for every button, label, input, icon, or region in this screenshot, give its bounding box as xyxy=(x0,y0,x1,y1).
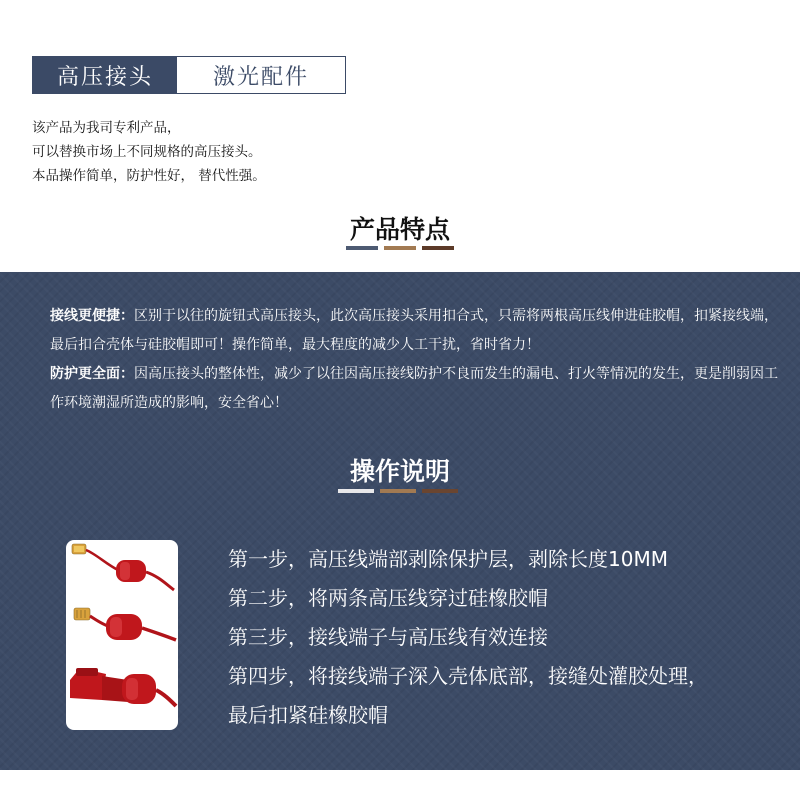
step-item: 第一步，高压线端部剥除保护层，剥除长度10MM xyxy=(228,547,668,571)
features-text xyxy=(50,302,780,418)
underline-bar xyxy=(384,246,416,250)
title-tag xyxy=(32,56,346,94)
connector-step-2 xyxy=(74,608,176,640)
feature-item xyxy=(50,360,780,418)
connector-step-3 xyxy=(70,668,176,706)
operation-heading: 操作说明 xyxy=(349,457,450,486)
operation-steps xyxy=(228,540,788,735)
product-illustration xyxy=(66,540,178,730)
underline-bar xyxy=(422,246,454,250)
step-item: 第四步，将接线端子深入壳体底部，接缝处灌胶处理， xyxy=(228,664,708,688)
step-item: 第三步，接线端子与高压线有效连接 xyxy=(228,625,548,649)
underline-bar xyxy=(346,246,378,250)
intro-line: 该产品为我司专利产品， xyxy=(32,120,181,136)
connector-step-1 xyxy=(72,544,174,590)
title-tag-primary: 高压接头 xyxy=(33,57,177,93)
feature-item xyxy=(50,302,780,360)
underline-bar xyxy=(422,489,458,493)
underline-bar xyxy=(338,489,374,493)
operation-heading-underline xyxy=(338,489,458,493)
features-heading: 产品特点 xyxy=(349,215,450,244)
step-item: 最后扣紧硅橡胶帽 xyxy=(228,703,388,727)
step-item: 第二步，将两条高压线穿过硅橡胶帽 xyxy=(228,586,548,610)
intro-line: 可以替换市场上不同规格的高压接头。 xyxy=(32,144,262,160)
intro-text xyxy=(32,116,266,188)
feature-body: 区别于以往的旋钮式高压接头，此次高压接头采用扣合式，只需将两根高压线伸进硅胶帽，扣紧接线端，最后扣合壳体与硅胶帽即可！操作简单，最大程度的减少人工干扰，省时省力！ xyxy=(50,308,778,353)
underline-bar xyxy=(380,489,416,493)
feature-body: 因高压接头的整体性，减少了以往因高压接线防护不良而发生的漏电、打火等情况的发生，更是削弱因工作环境潮湿所造成的影响，安全省心！ xyxy=(50,366,778,411)
features-heading-underline xyxy=(346,246,454,250)
title-tag-secondary: 激光配件 xyxy=(212,64,309,90)
feature-label: 接线更便捷： xyxy=(50,308,134,324)
feature-label: 防护更全面： xyxy=(50,366,134,382)
intro-line: 本品操作简单，防护性好， 替代性强。 xyxy=(32,168,266,184)
connector-assembly-image xyxy=(66,540,178,730)
